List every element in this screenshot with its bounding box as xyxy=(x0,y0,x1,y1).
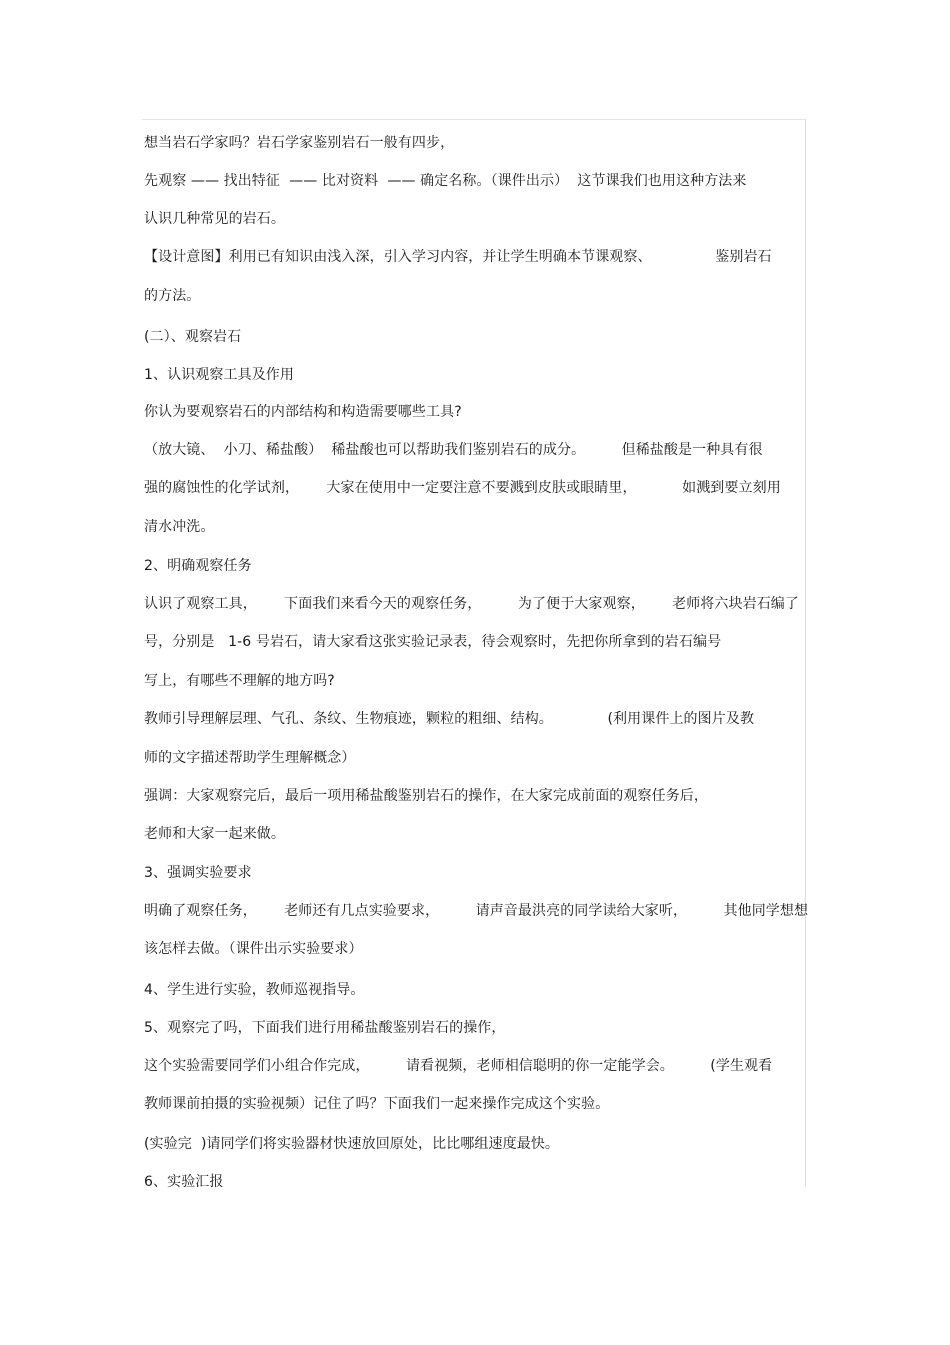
subsection-heading: 4、学生进行实验，教师巡视指导。 xyxy=(144,982,365,998)
text-line: 的方法。 xyxy=(144,288,201,304)
text-line: 先观察 —— 找出特征 —— 比对资料 —— 确定名称。（课件出示） 这节课我们也用这种方法来 xyxy=(144,173,747,189)
subsection-heading: 3、强调实验要求 xyxy=(144,865,252,881)
text-line: 认识了观察工具， 下面我们来看今天的观察任务， 为了便于大家观察， 老师将六块岩石编了 xyxy=(144,596,800,612)
text-line: （放大镜、 小刀、稀盐酸） 稀盐酸也可以帮助我们鉴别岩石的成分。 但稀盐酸是一种具有很 xyxy=(144,442,763,458)
subsection-heading: 6、实验汇报 xyxy=(144,1174,224,1190)
text-line: 清水冲洗。 xyxy=(144,519,215,535)
text-line: 该怎样去做。（课件出示实验要求） xyxy=(144,941,363,957)
text-line: 这个实验需要同学们小组合作完成， 请看视频，老师相信聪明的你一定能学会。 (学生观看 xyxy=(144,1058,773,1074)
subsection-heading: 5、观察完了吗，下面我们进行用稀盐酸鉴别岩石的操作， xyxy=(144,1020,506,1036)
text-line: 认识几种常见的岩石。 xyxy=(144,211,285,227)
text-line: 强的腐蚀性的化学试剂， 大家在使用中一定要注意不要溅到皮肤或眼睛里， 如溅到要立刻用 xyxy=(144,480,781,496)
text-line: 写上，有哪些不理解的地方吗? xyxy=(144,673,335,689)
text-line: 【设计意图】利用已有知识由浅入深，引入学习内容，并让学生明确本节课观察、 鉴别岩石 xyxy=(144,249,772,265)
section-heading: (二）、观察岩石 xyxy=(144,329,242,345)
text-line: (实验完 )请同学们将实验器材快速放回原处，比比哪组速度最快。 xyxy=(144,1136,560,1152)
text-line: 老师和大家一起来做。 xyxy=(144,826,285,842)
text-line: 教师引导理解层理、气孔、条纹、生物痕迹，颗粒的粗细、结构。 (利用课件上的图片及教 xyxy=(144,711,755,727)
text-line: 号，分别是 1-6 号岩石，请大家看这张实验记录表，待会观察时，先把你所拿到的岩石编号 xyxy=(144,634,722,650)
subsection-heading: 2、明确观察任务 xyxy=(144,558,252,574)
text-line: 你认为要观察岩石的内部结构和构造需要哪些工具? xyxy=(144,404,462,420)
text-line: 明确了观察任务， 老师还有几点实验要求， 请声音最洪亮的同学读给大家听， 其他同学想想 xyxy=(144,903,809,919)
text-line: 想当岩石学家吗？岩石学家鉴别岩石一般有四步， xyxy=(144,135,455,151)
text-line: 教师课前拍摄的实验视频）记住了吗？下面我们一起来操作完成这个实验。 xyxy=(144,1096,610,1112)
text-line: 师的文字描述帮助学生理解概念） xyxy=(144,750,356,766)
text-line: 强调：大家观察完后，最后一项用稀盐酸鉴别岩石的操作，在大家完成前面的观察任务后， xyxy=(144,788,708,804)
subsection-heading: 1、认识观察工具及作用 xyxy=(144,367,295,383)
